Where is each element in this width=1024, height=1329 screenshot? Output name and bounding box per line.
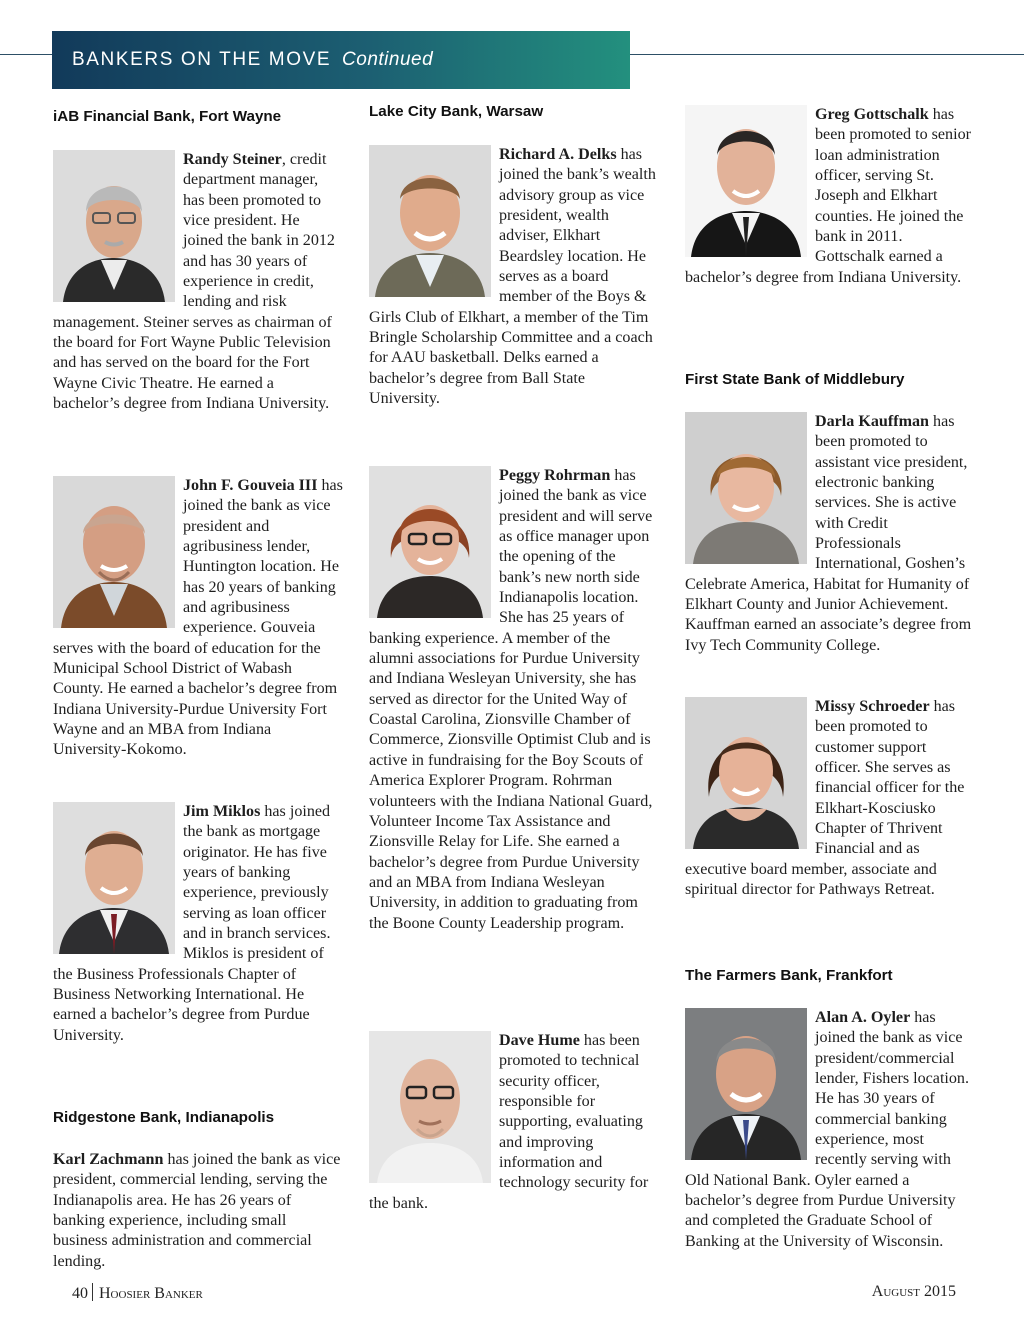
section-title: BANKERS ON THE MOVE bbox=[72, 49, 332, 70]
name-schroeder: Missy Schroeder bbox=[815, 698, 930, 715]
bio-delks: has joined the bank’s wealth advisory group as vice president, wealth adviser, Elkhart Beardsley location. He serves as a board member of the Boys & Girls Club of Elkhart, a member of the Tim Bringle Scholarship Committee and a coach for AAU basketball. Delks earned a bachelor’s degree from Ball State University. bbox=[369, 146, 656, 408]
entry-gottschalk bbox=[685, 105, 975, 288]
entry-gouveia bbox=[53, 476, 343, 761]
name-kauffman: Darla Kauffman bbox=[815, 413, 929, 430]
bank-heading-farmers: The Farmers Bank, Frankfort bbox=[685, 967, 893, 984]
entry-hume bbox=[369, 1031, 659, 1214]
bio-zachmann: has joined the bank as vice president, commercial lending, serving the Indianapolis area. He has 26 years of banking experience, including small business administration and commercial lending. bbox=[53, 1151, 341, 1270]
name-rohrman: Peggy Rohrman bbox=[499, 467, 611, 484]
name-oyler: Alan A. Oyler bbox=[815, 1009, 911, 1026]
page-number: 40 bbox=[72, 1285, 88, 1302]
entry-oyler bbox=[685, 1008, 975, 1252]
bank-heading-first-state: First State Bank of Middlebury bbox=[685, 371, 905, 388]
entry-zachmann bbox=[53, 1150, 343, 1272]
bank-heading-ridgestone: Ridgestone Bank, Indianapolis bbox=[53, 1109, 275, 1126]
issue-date: August 2015 bbox=[871, 1283, 956, 1300]
footer-left bbox=[72, 1283, 203, 1303]
section-banner bbox=[52, 31, 630, 89]
entry-miklos bbox=[53, 802, 343, 1046]
portrait-rohrman bbox=[369, 466, 491, 618]
name-gouveia: John F. Gouveia III bbox=[183, 477, 318, 494]
entry-kauffman bbox=[685, 412, 975, 656]
portrait-gottschalk bbox=[685, 105, 807, 257]
portrait-oyler bbox=[685, 1008, 807, 1160]
portrait-delks bbox=[369, 145, 491, 297]
portrait-schroeder bbox=[685, 697, 807, 849]
bio-kauffman: has been promoted to assistant vice president, electronic banking services. She is active with Credit Professionals International, Goshen’s Celebrate America, Habitat for Humanity of Elkhart County and Junior Achievement. Kauffman earned an associate’s degree from Ivy Tech Community College. bbox=[685, 413, 972, 654]
portrait-hume bbox=[369, 1031, 491, 1183]
entry-schroeder bbox=[685, 697, 975, 900]
bank-heading-lake-city: Lake City Bank, Warsaw bbox=[369, 103, 544, 120]
name-steiner: Randy Steiner bbox=[183, 151, 282, 168]
footer-separator bbox=[92, 1283, 93, 1301]
bio-steiner: , credit department manager, has been promoted to vice president. He joined the bank in 2012 and has 30 years of experience in credit, lending and risk management. Steiner serves as chairman of the board for Fort Wayne Public Television and has served on the board for the Fort Wayne Civic Theatre. He earned a bachelor’s degree from Indiana University. bbox=[53, 151, 335, 413]
entry-rohrman bbox=[369, 466, 659, 934]
name-delks: Richard A. Delks bbox=[499, 146, 617, 163]
bio-schroeder: has been promoted to customer support officer. She serves as financial officer for the Elkhart-Kosciusko Chapter of Thrivent Financial and as executive board member, associate and spiritual director for Pathways Retreat. bbox=[685, 698, 965, 899]
name-gottschalk: Greg Gottschalk bbox=[815, 106, 929, 123]
portrait-gouveia bbox=[53, 476, 175, 628]
bank-heading-iab: iAB Financial Bank, Fort Wayne bbox=[53, 108, 282, 125]
name-hume: Dave Hume bbox=[499, 1032, 580, 1049]
bio-rohrman: has joined the bank as vice president and will serve as office manager upon the opening of the bank’s new north side Indianapolis location. She has 25 years of banking experience. A member of the alumni associations for Purdue University and Indiana Wesleyan University, she has served as director for the United Way of Coastal Carolina, Zionsville Chamber of Commerce, Zionsville Optimist Club and is active in fundraising for the Boy Scouts of America Explorer Program. Rohrman volunteers with the Indiana National Guard, Volunteer Income Tax Assistance and Zionsville Relay for Life. She earned a bachelor’s degree from Purdue University and an MBA from Indiana Wesleyan University, in addition to graduating from the Boone County Leadership program. bbox=[369, 467, 653, 932]
section-continued: Continued bbox=[342, 49, 434, 70]
magazine-name: Hoosier Banker bbox=[99, 1285, 203, 1302]
portrait-kauffman bbox=[685, 412, 807, 564]
entry-delks bbox=[369, 145, 659, 409]
bio-hume: has been promoted to technical security officer, responsible for supporting, evaluating and improving information and technology security for the bank. bbox=[369, 1032, 649, 1212]
name-zachmann: Karl Zachmann bbox=[53, 1151, 164, 1168]
bio-miklos: has joined the bank as mortgage originator. He has five years of banking experience, previously serving as loan officer and in branch services. Miklos is president of the Business Professionals Chapter of Business Networking International. He earned a bachelor’s degree from Purdue University. bbox=[53, 803, 331, 1044]
bio-gouveia: has joined the bank as vice president and agribusiness lender, Huntington location. He has 20 years of banking and agribusiness experience. Gouveia serves with the board of education for the Municipal School District of Wabash County. He earned a bachelor’s degree from Indiana University-Purdue University Fort Wayne and an MBA from Indiana University-Kokomo. bbox=[53, 477, 343, 759]
portrait-steiner bbox=[53, 150, 175, 302]
portrait-miklos bbox=[53, 802, 175, 954]
entry-steiner bbox=[53, 150, 343, 414]
name-miklos: Jim Miklos bbox=[183, 803, 261, 820]
bio-oyler: has joined the bank as vice president/commercial lender, Fishers location. He has 30 years of commercial banking experience, most recently serving with Old National Bank. Oyler earned a bachelor’s degree from Purdue University and completed the Graduate School of Banking at the University of Wisconsin. bbox=[685, 1009, 969, 1250]
bio-gottschalk: has been promoted to senior loan administration officer, serving St. Joseph and Elkhart counties. He joined the bank in 2011. Gottschalk earned a bachelor’s degree from Indiana University. bbox=[685, 106, 971, 286]
